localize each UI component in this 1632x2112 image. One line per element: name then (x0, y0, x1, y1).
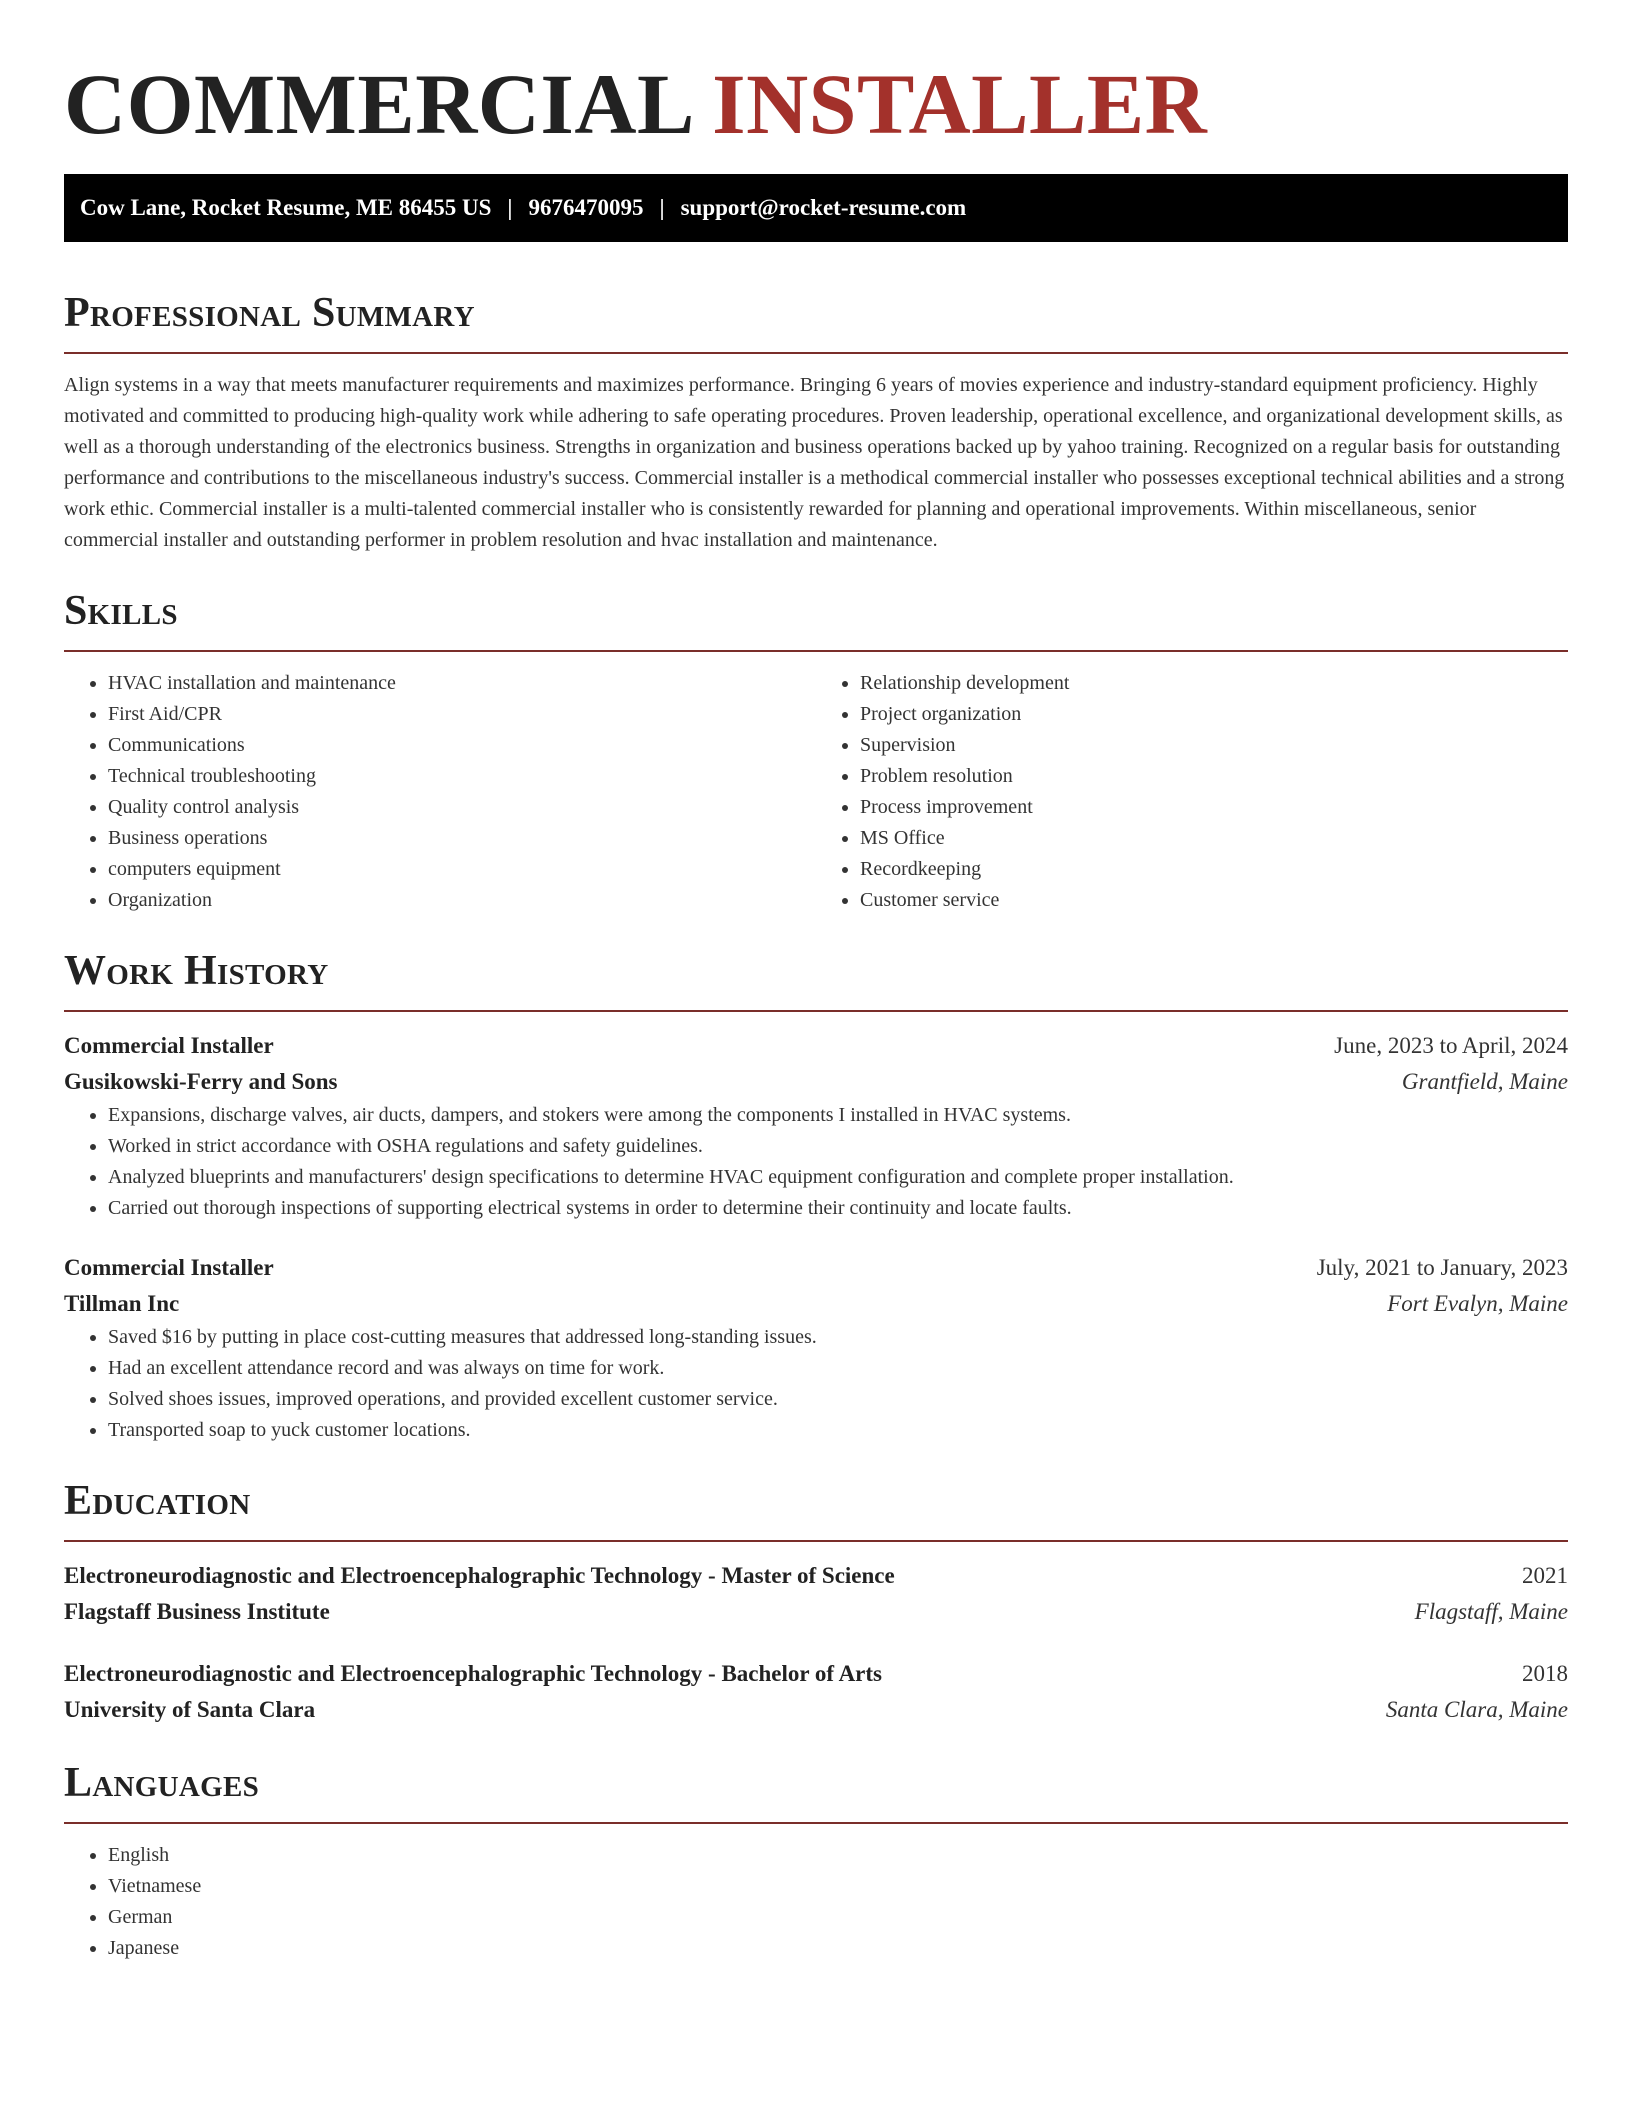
skill-item: • Organization (108, 885, 816, 916)
education-degree: Electroneurodiagnostic and Electroencephalographic Technology - Master of Science (64, 1563, 895, 1588)
contact-address: Cow Lane, Rocket Resume, ME 86455 US (80, 195, 492, 220)
job-company: Gusikowski-Ferry and Sons (64, 1069, 338, 1094)
job-location: Grantfield, Maine (1401, 1069, 1568, 1094)
languages-section (64, 1758, 1568, 1964)
skill-item: • Recordkeeping (860, 854, 1568, 885)
contact-email: support@rocket-resume.com (680, 195, 967, 220)
education-entry (64, 1656, 1568, 1728)
skill-item: • Communications (108, 730, 816, 761)
job-bullets (64, 1100, 1568, 1224)
education-school-row (64, 1692, 1568, 1728)
job-bullet: • Carried out thorough inspections of supporting electrical systems in order to determine their continuity and locate faults. (108, 1193, 1568, 1224)
section-title-languages: Languages (64, 1760, 260, 1806)
education-location: Flagstaff, Maine (1414, 1599, 1568, 1624)
section-divider (64, 650, 1568, 652)
job-entry (64, 1250, 1568, 1446)
skill-item: • Problem resolution (860, 761, 1568, 792)
skills-list-right (816, 668, 1568, 916)
languages-list (64, 1840, 1568, 1964)
skill-item: • Process improvement (860, 792, 1568, 823)
skill-item: • Business operations (108, 823, 816, 854)
skills-column-right (816, 668, 1568, 916)
skill-item: • Customer service (860, 885, 1568, 916)
section-divider (64, 352, 1568, 354)
education-degree-row (64, 1656, 1568, 1692)
contact-separator: | (507, 195, 513, 220)
job-header-row (64, 1028, 1568, 1064)
job-bullet: • Saved $16 by putting in place cost-cutting measures that addressed long-standing issues. (108, 1322, 1568, 1353)
skill-item: • Project organization (860, 699, 1568, 730)
name-last: INSTALLER (712, 56, 1208, 152)
job-company-row (64, 1064, 1568, 1100)
summary-section (64, 288, 1568, 556)
job-location: Fort Evalyn, Maine (1387, 1291, 1568, 1316)
skill-item: • Supervision (860, 730, 1568, 761)
skills-list-left (64, 668, 816, 916)
contact-phone: 9676470095 (528, 195, 644, 220)
skill-item: • First Aid/CPR (108, 699, 816, 730)
education-year: 2018 (1522, 1661, 1568, 1686)
section-title-summary: Professional Summary (64, 290, 475, 336)
job-bullet: • Had an excellent attendance record and was always on time for work. (108, 1353, 1568, 1384)
job-company: Tillman Inc (64, 1291, 180, 1316)
skill-item: • Quality control analysis (108, 792, 816, 823)
job-company-row (64, 1286, 1568, 1322)
education-year: 2021 (1522, 1563, 1568, 1588)
language-item: • English (108, 1840, 1568, 1871)
education-school: University of Santa Clara (64, 1697, 316, 1722)
section-divider (64, 1540, 1568, 1542)
section-divider (64, 1822, 1568, 1824)
section-divider (64, 1010, 1568, 1012)
education-location: Santa Clara, Maine (1385, 1697, 1568, 1722)
education-degree-row (64, 1558, 1568, 1594)
section-title-work: Work History (64, 948, 329, 994)
job-bullet: • Analyzed blueprints and manufacturers' design specifications to determine HVAC equipment configuration and complete proper installation. (108, 1162, 1568, 1193)
education-school-row (64, 1594, 1568, 1630)
resume-name (64, 54, 1568, 154)
job-dates: July, 2021 to January, 2023 (1316, 1255, 1568, 1280)
skills-section (64, 586, 1568, 916)
job-bullet: • Transported soap to yuck customer locations. (108, 1415, 1568, 1446)
summary-text: Align systems in a way that meets manufacturer requirements and maximizes performance. Bringing 6 years of movies experience and industry-standard equipment proficiency. Highly motivated and committed to producing high-quality work while adhering to safe operating procedures. Proven leadership, operational excellence, and organizational development skills, as well as a thorough understanding of the electronics business. Strengths in organization and business operations backed up by yahoo training. Recognized on a regular basis for outstanding performance and contributions to the miscellaneous industry's success. Commercial installer is a methodical commercial installer who possesses exceptional technical abilities and a strong work ethic. Commercial installer is a multi-talented commercial installer who is consistently rewarded for planning and operational improvements. Within miscellaneous, senior commercial installer and outstanding performer in problem resolution and hvac installation and maintenance. (64, 374, 1565, 551)
skills-grid (64, 668, 1568, 916)
job-bullets (64, 1322, 1568, 1446)
job-role: Commercial Installer (64, 1033, 274, 1058)
language-item: • Japanese (108, 1933, 1568, 1964)
skill-item: • HVAC installation and maintenance (108, 668, 816, 699)
education-entry (64, 1558, 1568, 1630)
education-section (64, 1476, 1568, 1728)
work-section (64, 946, 1568, 1446)
section-title-skills: Skills (64, 588, 178, 634)
job-bullet: • Solved shoes issues, improved operations, and provided excellent customer service. (108, 1384, 1568, 1415)
education-degree: Electroneurodiagnostic and Electroencephalographic Technology - Bachelor of Arts (64, 1661, 882, 1686)
skills-column-left (64, 668, 816, 916)
education-school: Flagstaff Business Institute (64, 1599, 330, 1624)
skill-item: • MS Office (860, 823, 1568, 854)
language-item: • Vietnamese (108, 1871, 1568, 1902)
skill-item: • computers equipment (108, 854, 816, 885)
job-bullet: • Expansions, discharge valves, air ducts, dampers, and stokers were among the components I installed in HVAC systems. (108, 1100, 1568, 1131)
language-item: • German (108, 1902, 1568, 1933)
job-header-row (64, 1250, 1568, 1286)
skill-item: • Relationship development (860, 668, 1568, 699)
section-title-education: Education (64, 1478, 251, 1524)
job-role: Commercial Installer (64, 1255, 274, 1280)
job-entry (64, 1028, 1568, 1224)
contact-separator: | (659, 195, 665, 220)
skill-item: • Technical troubleshooting (108, 761, 816, 792)
job-dates: June, 2023 to April, 2024 (1334, 1033, 1568, 1058)
name-first: COMMERCIAL (64, 56, 691, 152)
contact-bar (64, 174, 1568, 242)
job-bullet: • Worked in strict accordance with OSHA regulations and safety guidelines. (108, 1131, 1568, 1162)
